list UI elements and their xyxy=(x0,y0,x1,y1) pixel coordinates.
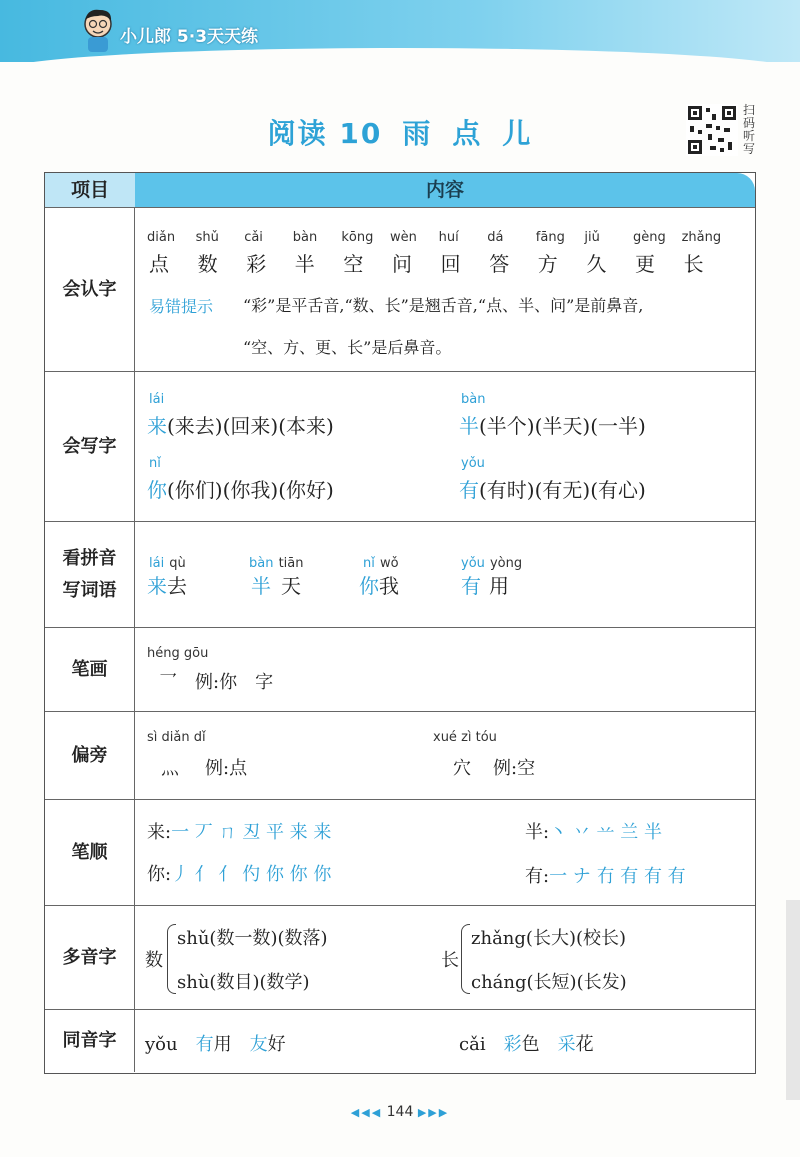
char-pinyin: cǎi xyxy=(244,230,263,245)
stroke-order: 半:丶 丷 䒑 兰 半 xyxy=(525,822,662,843)
bishun-content xyxy=(135,800,755,905)
char-pinyin: shǔ xyxy=(195,230,219,245)
renzi-content xyxy=(135,208,755,371)
page-title: 阅读 10 雨 点 儿 xyxy=(267,117,533,150)
char-pinyin: kōng xyxy=(341,230,374,245)
row-renzi xyxy=(45,207,755,371)
pinyin: sì diǎn dǐ xyxy=(147,730,206,745)
bihua-content xyxy=(135,628,755,711)
pinyin: héng gōu xyxy=(147,646,209,661)
row-label: 看拼音 写词语 xyxy=(45,522,135,627)
poly-char: 长 xyxy=(441,950,459,971)
example: 例:你 字 xyxy=(195,672,274,693)
char-pinyin: bàn xyxy=(292,230,318,245)
qr-code-icon[interactable] xyxy=(686,104,738,156)
brand-label: 小儿郎 5·3天天练 xyxy=(120,27,259,47)
stroke-order: 你:丿 亻 亻 仢 你 你 你 xyxy=(147,864,332,885)
char-pinyin: jiǔ xyxy=(584,230,600,245)
pinyin: yǒu xyxy=(461,456,485,471)
char: 更 xyxy=(635,252,655,276)
reading: cháng(长短)(长发) xyxy=(471,972,627,993)
stroke-order: 有:一 ナ 冇 有 有 有 xyxy=(525,866,686,887)
word-pair: 半天 xyxy=(251,574,311,598)
next-arrows-icon: ▶▶▶ xyxy=(417,1106,450,1119)
brace xyxy=(461,924,470,994)
example: 例:点 xyxy=(205,758,248,779)
content-table xyxy=(44,172,756,1074)
char: 数 xyxy=(197,252,218,276)
reading: shù(数目)(数学) xyxy=(177,972,310,993)
stroke-glyph: 乛 xyxy=(159,672,177,693)
pinyin: lái xyxy=(149,392,165,407)
char: 彩 xyxy=(246,252,267,276)
xiezi-content xyxy=(135,372,755,521)
row-label: 笔顺 xyxy=(45,800,135,905)
example: 例:空 xyxy=(493,758,536,779)
row-tongyin xyxy=(45,1009,755,1072)
word-group: 你(你们)(你我)(你好) xyxy=(147,478,334,502)
char-pinyin: zhǎng xyxy=(681,230,722,245)
char: 答 xyxy=(489,252,510,276)
char-pinyin: fāng xyxy=(535,230,565,245)
row-label: 偏旁 xyxy=(45,712,135,799)
header-item: 项目 xyxy=(45,173,135,207)
word-pair: 来去 xyxy=(147,574,187,598)
row-pinyin xyxy=(45,521,755,627)
char-pinyin: huí xyxy=(438,230,459,245)
row-label: 会写字 xyxy=(45,372,135,521)
char: 久 xyxy=(586,252,607,276)
pinyin: bàn xyxy=(461,392,486,407)
homophone-group: cǎi 彩色 采花 xyxy=(459,1034,594,1055)
char: 回 xyxy=(440,252,461,276)
pinyin: xué zì tóu xyxy=(433,730,497,745)
row-xiezi xyxy=(45,371,755,521)
qr-label: 扫码听写 xyxy=(743,103,756,156)
brace xyxy=(167,924,176,994)
table-header xyxy=(45,173,755,207)
boy-mascot-icon xyxy=(78,6,118,54)
char-pinyin: dá xyxy=(487,230,504,245)
poly-char: 数 xyxy=(145,950,163,971)
radical: 穴 xyxy=(453,758,471,779)
char: 半 xyxy=(294,252,315,276)
pinyin-pair: yǒu yòng xyxy=(461,556,523,571)
pinyin-pair: lái qù xyxy=(149,556,186,571)
pinyin-content xyxy=(135,522,755,627)
tip-line-1: “彩”是平舌音,“数、长”是翘舌音,“点、半、问”是前鼻音, xyxy=(243,296,644,315)
page-number: 144 xyxy=(386,1104,414,1120)
tip-label: 易错提示 xyxy=(149,297,214,316)
stroke-order: 来:一 丆 ㄇ 丒 平 来 来 xyxy=(147,822,332,843)
char-pinyin: gèng xyxy=(633,230,666,245)
char-pinyin: diǎn xyxy=(147,230,176,245)
char: 点 xyxy=(149,252,169,276)
page-edge xyxy=(786,900,800,1100)
page-footer xyxy=(0,1104,800,1120)
header-content: 内容 xyxy=(135,173,755,207)
word-group: 有(有时)(有无)(有心) xyxy=(459,478,646,502)
word-pair: 有用 xyxy=(461,574,517,598)
row-duoyin xyxy=(45,905,755,1009)
char-pinyin: wèn xyxy=(390,230,417,245)
word-pair: 你我 xyxy=(359,574,399,598)
pinyin-pair: bàn tiān xyxy=(249,556,304,571)
row-label: 多音字 xyxy=(45,906,135,1009)
tip-line-2: “空、方、更、长”是后鼻音。 xyxy=(243,338,452,357)
char: 方 xyxy=(537,252,558,276)
char: 空 xyxy=(343,252,364,276)
reading: zhǎng(长大)(校长) xyxy=(471,928,627,949)
char: 问 xyxy=(392,252,412,276)
duoyin-content xyxy=(135,906,755,1009)
row-pianpang xyxy=(45,711,755,799)
word-group: 半(半个)(半天)(一半) xyxy=(459,414,646,438)
row-label: 会认字 xyxy=(45,208,135,371)
pianpang-content xyxy=(135,712,755,799)
radical: 灬 xyxy=(161,758,179,779)
row-label: 同音字 xyxy=(45,1010,135,1072)
char: 长 xyxy=(683,252,704,276)
reading: shǔ(数一数)(数落) xyxy=(177,928,328,949)
pinyin: nǐ xyxy=(149,456,161,471)
homophone-group: yǒu 有用 友好 xyxy=(145,1034,286,1055)
row-bihua xyxy=(45,627,755,711)
row-bishun xyxy=(45,799,755,905)
prev-arrows-icon: ◀◀◀ xyxy=(350,1106,383,1119)
word-group: 来(来去)(回来)(本来) xyxy=(147,414,334,438)
row-label: 笔画 xyxy=(45,628,135,711)
pinyin-pair: nǐ wǒ xyxy=(363,556,399,571)
tongyin-content xyxy=(135,1010,755,1072)
